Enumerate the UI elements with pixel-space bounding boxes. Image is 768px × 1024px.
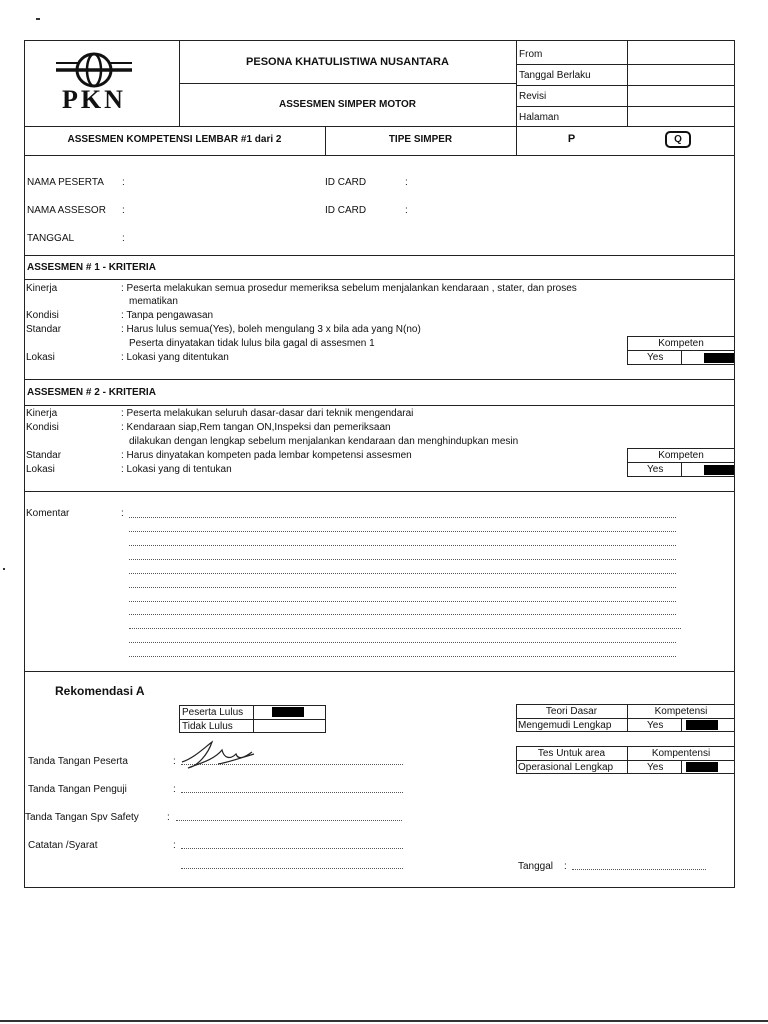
kompeten-mark-2 <box>704 465 734 475</box>
tipe-simper-label: TIPE SIMPER <box>388 134 453 145</box>
scan-speck <box>3 568 5 570</box>
logo-text: PKN <box>62 85 126 114</box>
komentar-line[interactable] <box>129 628 681 629</box>
komentar-line[interactable] <box>129 545 676 546</box>
tes-area-mark <box>686 762 718 772</box>
company-name: PESONA KHATULISTIWA NUSANTARA <box>246 56 449 68</box>
signature-scribble <box>178 736 258 772</box>
kompeten-yes-2: Yes <box>647 464 664 475</box>
kompeten-mark-1 <box>704 353 734 363</box>
komentar-line[interactable] <box>129 642 676 643</box>
komentar-line[interactable] <box>129 601 676 602</box>
assesmen2-title: ASSESMEN # 2 - KRITERIA <box>27 387 156 398</box>
catatan-line[interactable] <box>181 868 403 869</box>
meta-halaman: Halaman <box>519 112 560 123</box>
meta-revisi: Revisi <box>519 91 547 102</box>
id-card-label-1: ID CARD <box>325 177 367 188</box>
peserta-lulus-mark <box>272 707 304 717</box>
teori-dasar-mark <box>686 720 718 730</box>
tanggal-ttd-line[interactable] <box>572 869 706 870</box>
meta-tanggal-berlaku: Tanggal Berlaku <box>519 70 591 81</box>
nama-peserta-label: NAMA PESERTA <box>27 177 104 188</box>
komentar-label: Komentar <box>26 508 70 519</box>
komentar-line[interactable] <box>129 587 676 588</box>
kompeten-yes-1: Yes <box>647 352 664 363</box>
sheet-title: ASSESMEN KOMPETENSI LEMBAR #1 dari 2 <box>67 134 282 145</box>
meta-from: From <box>519 49 543 60</box>
rekomendasi-title: Rekomendasi A <box>55 684 145 698</box>
komentar-line[interactable] <box>129 573 676 574</box>
tipe-code-badge: Q <box>665 131 691 148</box>
tanggal-ttd-label: Tanggal <box>518 861 554 872</box>
komentar-line[interactable] <box>129 559 676 560</box>
doc-title: ASSESMEN SIMPER MOTOR <box>278 99 417 110</box>
tipe-simper-value: P <box>567 133 576 145</box>
scan-speck <box>36 18 40 20</box>
spv-signature-line[interactable] <box>176 820 402 821</box>
scan-edge <box>0 1020 768 1022</box>
pkn-logo <box>44 46 144 116</box>
komentar-line[interactable] <box>129 517 676 518</box>
nama-assesor-label: NAMA ASSESOR <box>27 205 106 216</box>
catatan-line[interactable] <box>181 848 403 849</box>
tanggal-label: TANGGAL <box>27 233 75 244</box>
assesmen1-title: ASSESMEN # 1 - KRITERIA <box>27 262 156 273</box>
komentar-line[interactable] <box>129 656 676 657</box>
komentar-line[interactable] <box>129 614 676 615</box>
komentar-line[interactable] <box>129 531 676 532</box>
id-card-label-2: ID CARD <box>325 205 367 216</box>
penguji-signature-line[interactable] <box>181 792 403 793</box>
